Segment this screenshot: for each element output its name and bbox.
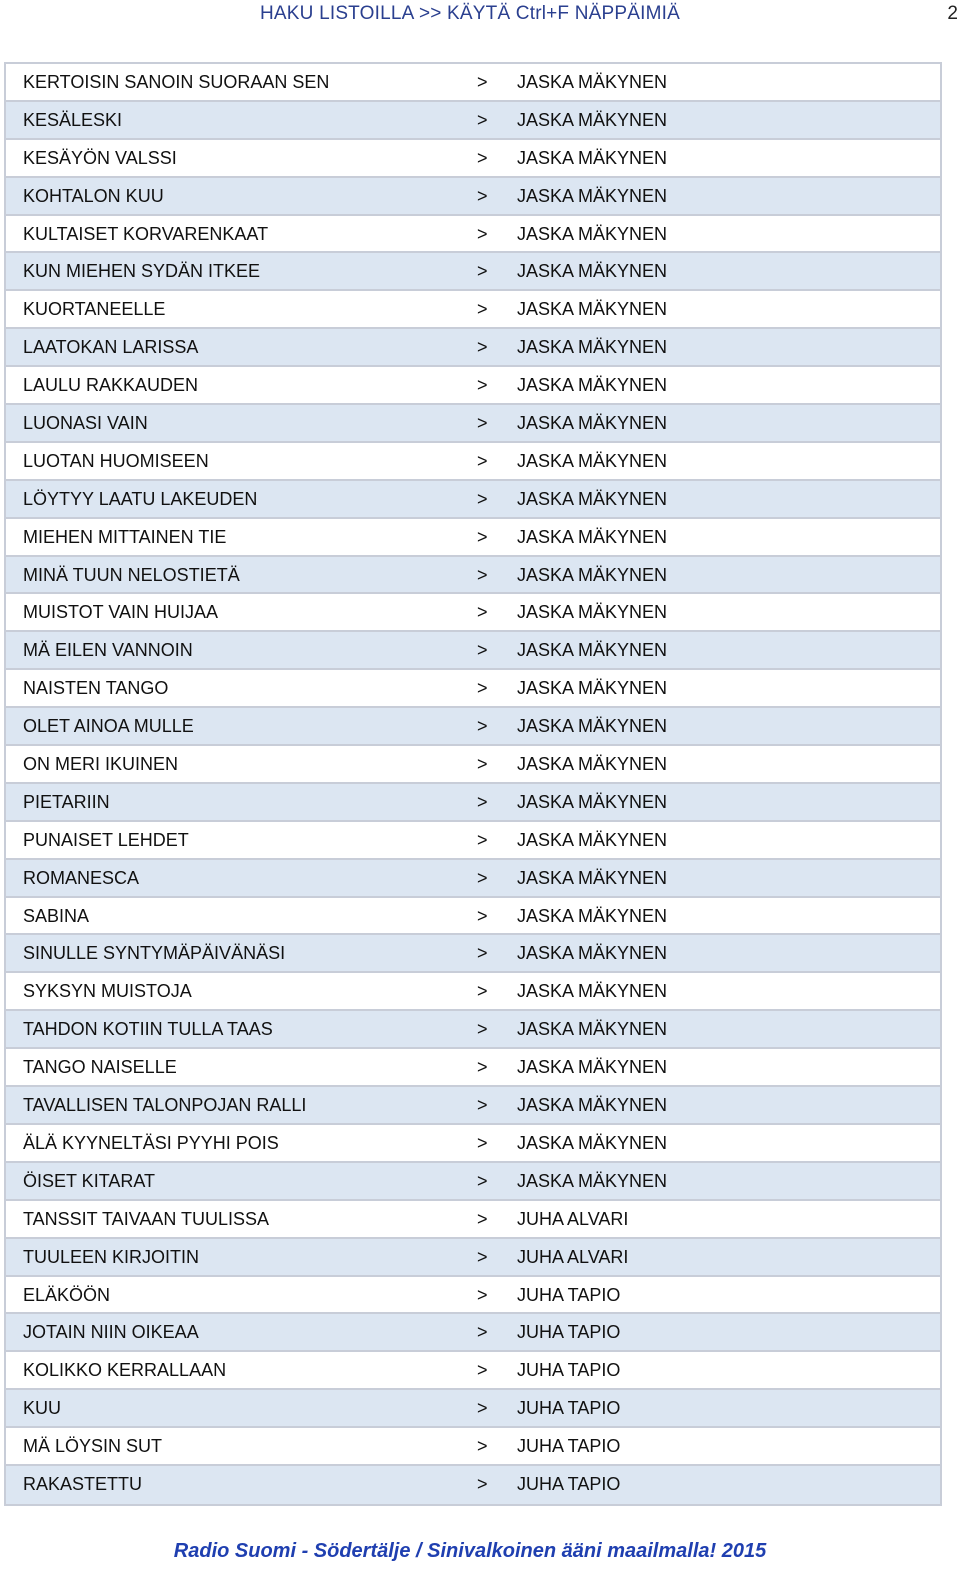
table-row	[6, 898, 940, 936]
table-row	[6, 557, 940, 595]
table-row	[6, 860, 940, 898]
separator-arrow: >	[477, 791, 488, 812]
table-row	[6, 632, 940, 670]
table-row	[6, 784, 940, 822]
song-title: KUORTANEELLE	[23, 299, 166, 320]
song-artist: JASKA MÄKYNEN	[517, 1170, 668, 1191]
song-title: JOTAIN NIIN OIKEAA	[23, 1322, 199, 1343]
song-artist: JASKA MÄKYNEN	[517, 981, 668, 1002]
separator-arrow: >	[477, 450, 488, 471]
separator-arrow: >	[477, 147, 488, 168]
song-artist: JASKA MÄKYNEN	[517, 1095, 668, 1116]
table-row	[6, 367, 940, 405]
song-title: MIEHEN MITTAINEN TIE	[23, 526, 227, 547]
separator-arrow: >	[477, 716, 488, 737]
song-artist: JASKA MÄKYNEN	[517, 526, 668, 547]
separator-arrow: >	[477, 867, 488, 888]
table-row	[6, 405, 940, 443]
table-row	[6, 102, 940, 140]
table-row	[6, 1239, 940, 1277]
song-artist: JUHA TAPIO	[517, 1360, 621, 1381]
separator-arrow: >	[477, 829, 488, 850]
table-row	[6, 64, 940, 102]
table-row	[6, 935, 940, 973]
table-row	[6, 253, 940, 291]
song-artist: JASKA MÄKYNEN	[517, 488, 668, 509]
song-title: ÄLÄ KYYNELTÄSI PYYHI POIS	[23, 1132, 279, 1153]
song-artist: JASKA MÄKYNEN	[517, 413, 668, 434]
song-artist: JASKA MÄKYNEN	[517, 943, 668, 964]
song-artist: JUHA TAPIO	[517, 1398, 621, 1419]
song-artist: JASKA MÄKYNEN	[517, 185, 668, 206]
song-artist: JASKA MÄKYNEN	[517, 905, 668, 926]
table-row	[6, 1049, 940, 1087]
song-title: SYKSYN MUISTOJA	[23, 981, 192, 1002]
song-title: MÄ LÖYSIN SUT	[23, 1436, 163, 1457]
song-title: KOHTALON KUU	[23, 185, 164, 206]
song-title: MÄ EILEN VANNOIN	[23, 640, 193, 661]
separator-arrow: >	[477, 1170, 488, 1191]
song-artist: JASKA MÄKYNEN	[517, 867, 668, 888]
song-title: RAKASTETTU	[23, 1473, 143, 1494]
song-title: KESÄYÖN VALSSI	[23, 147, 177, 168]
separator-arrow: >	[477, 678, 488, 699]
song-artist: JASKA MÄKYNEN	[517, 1019, 668, 1040]
table-row	[6, 1277, 940, 1315]
separator-arrow: >	[477, 1019, 488, 1040]
table-row	[6, 216, 940, 254]
table-row	[6, 1352, 940, 1390]
table-row	[6, 594, 940, 632]
separator-arrow: >	[477, 981, 488, 1002]
song-title: LAATOKAN LARISSA	[23, 337, 199, 358]
table-row	[6, 708, 940, 746]
table-row	[6, 670, 940, 708]
song-title: KUN MIEHEN SYDÄN ITKEE	[23, 261, 261, 282]
separator-arrow: >	[477, 1132, 488, 1153]
song-artist: JASKA MÄKYNEN	[517, 716, 668, 737]
song-artist: JASKA MÄKYNEN	[517, 337, 668, 358]
song-title: SABINA	[23, 905, 90, 926]
table-row	[6, 481, 940, 519]
song-title: PUNAISET LEHDET	[23, 829, 189, 850]
song-title: LÖYTYY LAATU LAKEUDEN	[23, 488, 258, 509]
separator-arrow: >	[477, 1398, 488, 1419]
song-title: TAVALLISEN TALONPOJAN RALLI	[23, 1095, 307, 1116]
table-row	[6, 443, 940, 481]
separator-arrow: >	[477, 1436, 488, 1457]
separator-arrow: >	[477, 375, 488, 396]
song-title: TUULEEN KIRJOITIN	[23, 1246, 200, 1267]
song-artist: JASKA MÄKYNEN	[517, 1132, 668, 1153]
table-row	[6, 822, 940, 860]
separator-arrow: >	[477, 943, 488, 964]
song-table	[4, 62, 942, 1506]
song-artist: JUHA TAPIO	[517, 1436, 621, 1457]
song-artist: JASKA MÄKYNEN	[517, 829, 668, 850]
song-artist: JASKA MÄKYNEN	[517, 261, 668, 282]
table-row	[6, 519, 940, 557]
song-artist: JUHA ALVARI	[517, 1246, 629, 1267]
separator-arrow: >	[477, 526, 488, 547]
page-number: 2	[947, 3, 958, 24]
separator-arrow: >	[477, 488, 488, 509]
song-title: PIETARIIN	[23, 791, 110, 812]
song-title: KULTAISET KORVARENKAAT	[23, 223, 269, 244]
song-artist: JASKA MÄKYNEN	[517, 109, 668, 130]
separator-arrow: >	[477, 337, 488, 358]
separator-arrow: >	[477, 1473, 488, 1494]
separator-arrow: >	[477, 1095, 488, 1116]
song-artist: JASKA MÄKYNEN	[517, 72, 668, 92]
table-row	[6, 291, 940, 329]
table-row	[6, 140, 940, 178]
page-title: HAKU LISTOILLA >> KÄYTÄ Ctrl+F NÄPPÄIMIÄ	[260, 3, 680, 24]
table-row	[6, 1087, 940, 1125]
song-title: TANGO NAISELLE	[23, 1057, 177, 1078]
table-row	[6, 1201, 940, 1239]
table-row	[6, 746, 940, 784]
song-title: LAULU RAKKAUDEN	[23, 375, 199, 396]
song-title: OLET AINOA MULLE	[23, 716, 194, 737]
table-row	[6, 1125, 940, 1163]
song-artist: JASKA MÄKYNEN	[517, 1057, 668, 1078]
table-row	[6, 1466, 940, 1504]
separator-arrow: >	[477, 1057, 488, 1078]
song-title: KUU	[23, 1398, 62, 1419]
separator-arrow: >	[477, 72, 488, 92]
separator-arrow: >	[477, 602, 488, 623]
table-row	[6, 1428, 940, 1466]
song-title: ROMANESCA	[23, 867, 140, 888]
song-title: SINULLE SYNTYMÄPÄIVÄNÄSI	[23, 943, 286, 964]
song-title: LUONASI VAIN	[23, 413, 148, 434]
song-title: ELÄKÖÖN	[23, 1284, 111, 1305]
song-artist: JASKA MÄKYNEN	[517, 564, 668, 585]
separator-arrow: >	[477, 1246, 488, 1267]
song-title: KOLIKKO KERRALLAAN	[23, 1360, 227, 1381]
separator-arrow: >	[477, 1322, 488, 1343]
table-row	[6, 1163, 940, 1201]
song-artist: JASKA MÄKYNEN	[517, 791, 668, 812]
song-title: LUOTAN HUOMISEEN	[23, 450, 209, 471]
footer-text: Radio Suomi - Södertälje / Sinivalkoinen ääni maailmalla! 2015	[173, 1540, 767, 1562]
separator-arrow: >	[477, 640, 488, 661]
song-title: MINÄ TUUN NELOSTIETÄ	[23, 564, 240, 585]
separator-arrow: >	[477, 109, 488, 130]
table-row	[6, 178, 940, 216]
song-artist: JASKA MÄKYNEN	[517, 223, 668, 244]
separator-arrow: >	[477, 223, 488, 244]
song-title: ON MERI IKUINEN	[23, 754, 179, 775]
song-artist: JUHA TAPIO	[517, 1473, 621, 1494]
song-title: MUISTOT VAIN HUIJAA	[23, 602, 219, 623]
table-row	[6, 1314, 940, 1352]
separator-arrow: >	[477, 185, 488, 206]
song-artist: JASKA MÄKYNEN	[517, 299, 668, 320]
song-artist: JASKA MÄKYNEN	[517, 450, 668, 471]
separator-arrow: >	[477, 299, 488, 320]
table-row	[6, 1390, 940, 1428]
song-artist: JASKA MÄKYNEN	[517, 678, 668, 699]
separator-arrow: >	[477, 564, 488, 585]
table-row	[6, 973, 940, 1011]
separator-arrow: >	[477, 905, 488, 926]
song-artist: JASKA MÄKYNEN	[517, 640, 668, 661]
separator-arrow: >	[477, 1360, 488, 1381]
table-row	[6, 1011, 940, 1049]
song-title: KESÄLESKI	[23, 109, 123, 130]
separator-arrow: >	[477, 1284, 488, 1305]
separator-arrow: >	[477, 1208, 488, 1229]
separator-arrow: >	[477, 261, 488, 282]
separator-arrow: >	[477, 754, 488, 775]
song-artist: JASKA MÄKYNEN	[517, 602, 668, 623]
table-row	[6, 329, 940, 367]
song-artist: JUHA TAPIO	[517, 1284, 621, 1305]
song-title: TAHDON KOTIIN TULLA TAAS	[23, 1019, 273, 1040]
song-artist: JASKA MÄKYNEN	[517, 375, 668, 396]
separator-arrow: >	[477, 413, 488, 434]
song-artist: JASKA MÄKYNEN	[517, 754, 668, 775]
song-artist: JASKA MÄKYNEN	[517, 147, 668, 168]
song-title: TANSSIT TAIVAAN TUULISSA	[23, 1208, 270, 1229]
song-title: NAISTEN TANGO	[23, 678, 169, 699]
song-title: ÖISET KITARAT	[23, 1170, 156, 1191]
song-artist: JUHA TAPIO	[517, 1322, 621, 1343]
song-artist: JUHA ALVARI	[517, 1208, 629, 1229]
song-title: KERTOISIN SANOIN SUORAAN SEN	[23, 72, 330, 92]
